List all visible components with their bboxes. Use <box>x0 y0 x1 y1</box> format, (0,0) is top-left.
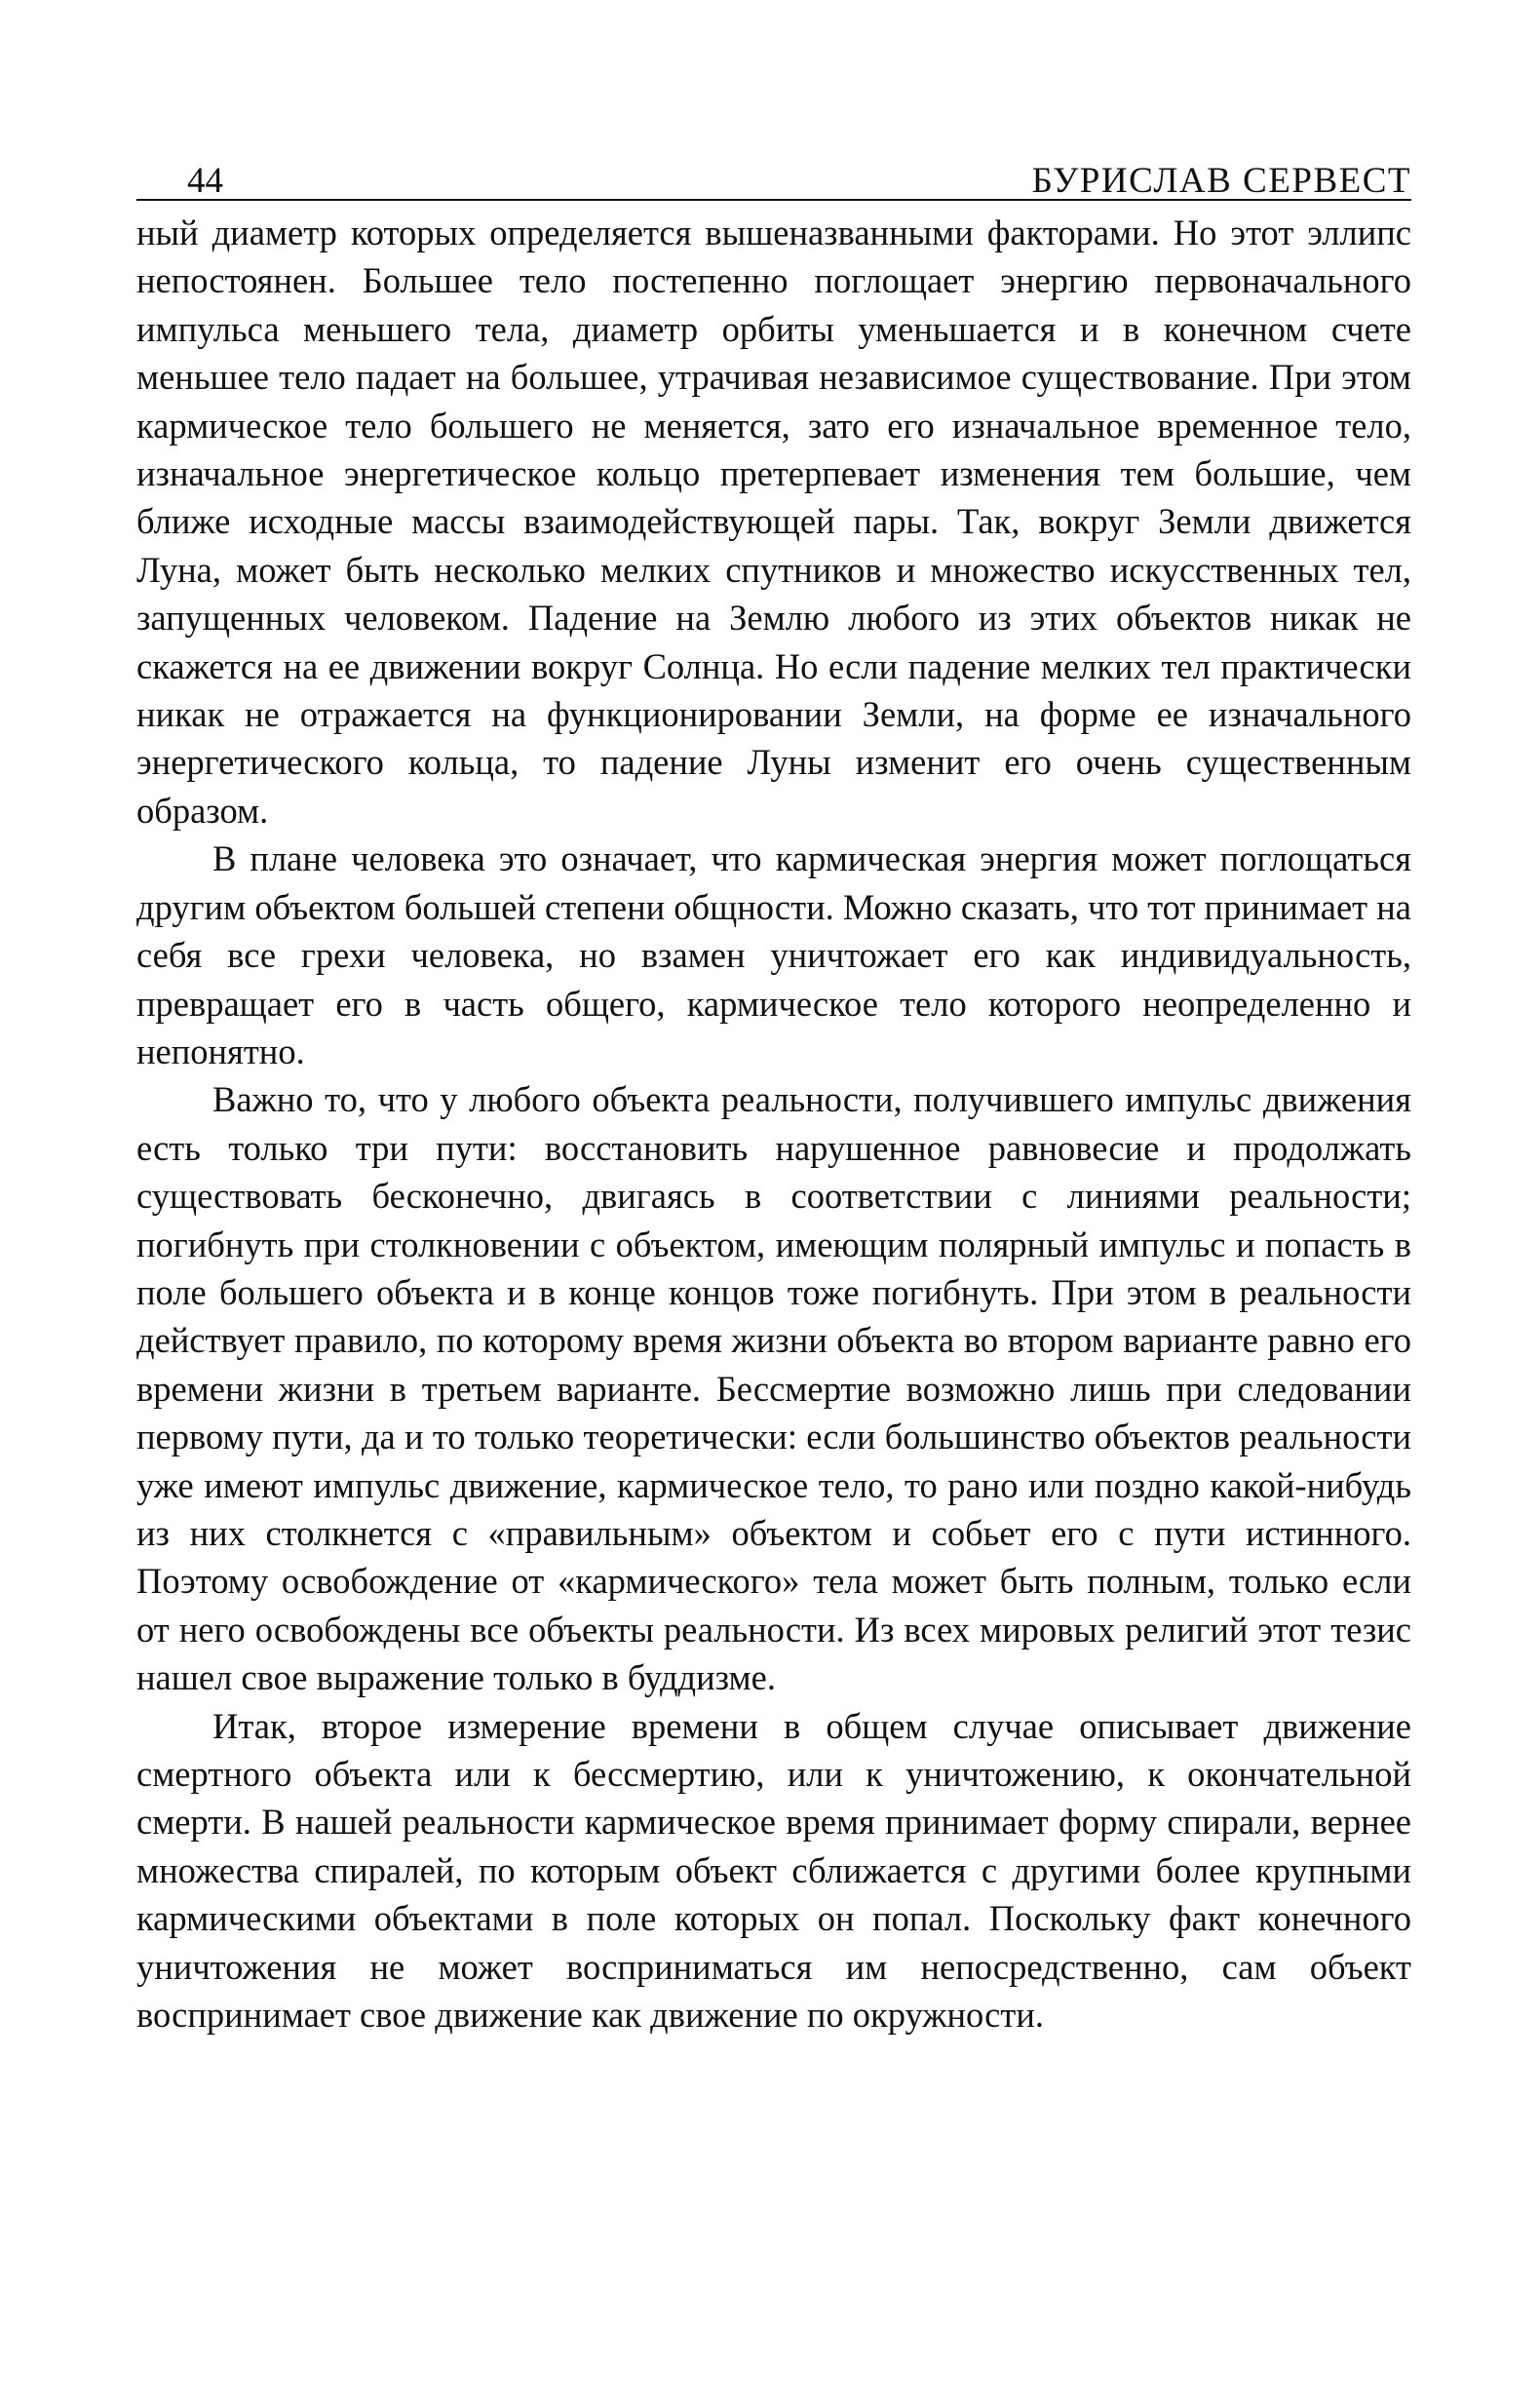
page-number: 44 <box>187 161 223 201</box>
running-head-author: БУРИСЛАВ СЕРВЕСТ <box>1031 161 1411 201</box>
paragraph: Итак, второе измерение времени в общем случае описывает движение смертного объекта или к бессмертию, или к уничтожению, к окончательной смерти. В нашей реальности кармическое время принимает форму спирали, вернее множества спиралей, по которым объект сближается с другими более крупными кармическими объектами в поле которых он попал. Поскольку факт конечного уничтожения не может восприниматься им непосредственно, сам объект воспринимает свое движение как движение по окружности. <box>136 1705 1411 2036</box>
paragraph-continued: ный диаметр которых определяется вышеназванными факторами. Но этот эллипс непостоянен. Большее тело постепенно поглощает энергию первоначального импульса меньшего тела, диаметр орбиты уменьшается и в конечном счете меньшее тело падает на большее, утрачивая независимое существование. При этом кармическое тело большего не меняется, зато его изначальное временное тело, изначальное энергетическое кольцо претерпевает изменения тем большие, чем ближе исходные массы взаимодействующей пары. Так, вокруг Земли движется Луна, может быть несколько мелких спутников и множество искусственных тел, запущенных человеком. Падение на Землю любого из этих объектов никак не скажется на ее движении вокруг Солнца. Но если падение мелких тел практически никак не отражается на функционировании Земли, на форме ее изначального энергетического кольца, то падение Луны изменит его очень существенным образом. <box>136 213 1411 831</box>
paragraph: В плане человека это означает, что кармическая энергия может поглощаться другим объектом большей степени общности. Можно сказать, что тот принимает на себя все грехи человека, но взамен уничтожает его как индивидуальность, превращает его в часть общего, кармическое тело которого неопределенно и непонятно. <box>136 838 1411 1071</box>
body-text <box>136 209 1411 2039</box>
book-page <box>136 156 1411 2039</box>
running-head <box>136 156 1411 201</box>
paragraph: Важно то, что у любого объекта реальности, получившего импульс движения есть только три пути: восстановить нарушенное равновесие и продолжать существовать бесконечно, двигаясь в соответствии с линиями реальности; погибнуть при столкновении с объектом, имеющим полярный импульс и попасть в поле большего объекта и в конце концов тоже погибнуть. При этом в реальности действует правило, по которому время жизни объекта во втором варианте равно его времени жизни в третьем варианте. Бессмертие возможно лишь при следовании первому пути, да и то только теоретически: если большинство объектов реальности уже имеют импульс движение, кармическое тело, то рано или поздно какой-нибудь из них столкнется с «правильным» объектом и собьет его с пути истинного. Поэтому освобождение от «кармического» тела может быть полным, только если от него освобождены все объекты реальности. Из всех мировых религий этот тезис нашел свое выражение только в буддизме. <box>136 1079 1411 1698</box>
